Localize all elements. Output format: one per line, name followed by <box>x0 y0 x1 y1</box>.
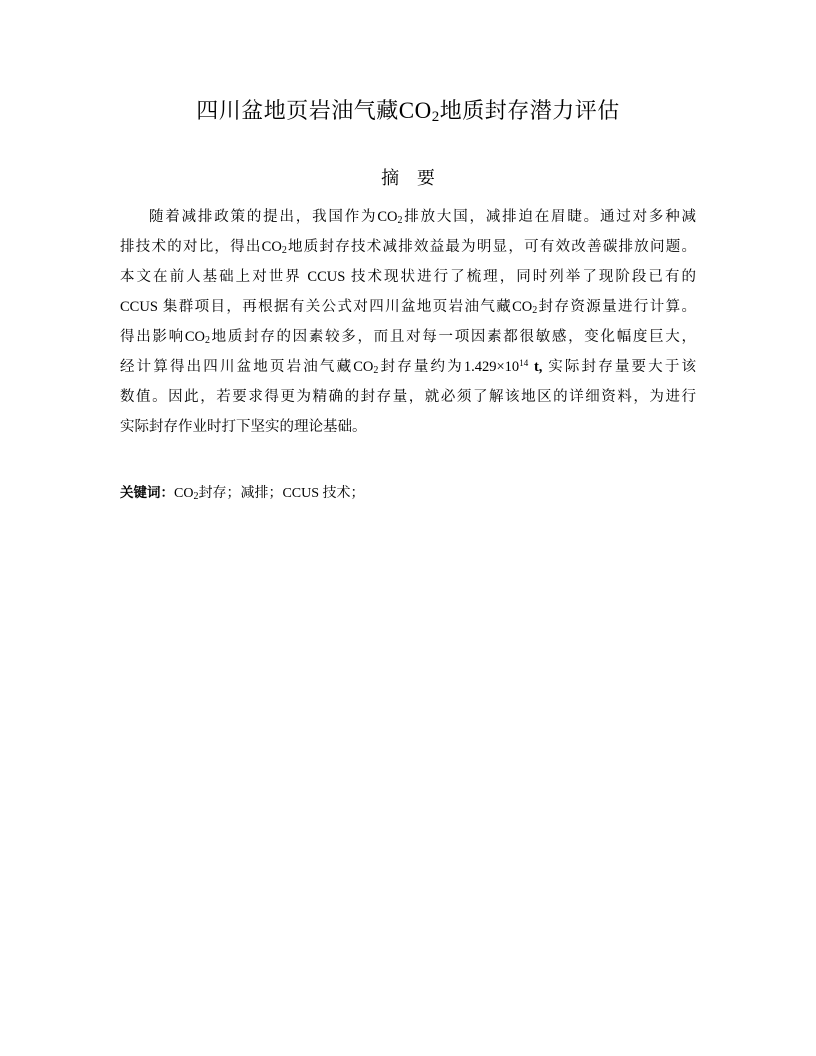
abstract-line-5: 得出影响$CO_2$地质封存的因素较多，而且对每一项因素都很敏感，变化幅度巨大， <box>120 329 697 346</box>
abstract-line-1: 随着减排政策的提出，我国作为$CO_2$排放大国，减排迫在眉睫。通过对多种减 <box>149 209 697 226</box>
abstract-line-6: 经计算得出四川盆地页岩油气藏$CO_2$封存量约为$1.429\times 10^{14}$ t, 实际封存量要大于该 <box>120 358 697 376</box>
keywords <box>120 480 696 507</box>
abstract-line-7: 数值。因此，若要求得更为精确的封存量，就必须了解该地区的详细资料，为进行 <box>120 389 696 405</box>
title-text-prefix: 四川盆地页岩油气藏 <box>196 99 399 124</box>
abstract-line-8: 实际封存作业时打下坚实的理论基础。 <box>120 419 367 435</box>
title-co2: $CO_2$ <box>398 98 440 125</box>
title-text-suffix: 地质封存潜力评估 <box>439 99 620 124</box>
keywords-list: 封存；减排；CCUS 技术； <box>198 486 365 501</box>
abstract-heading: 摘 要 <box>381 168 441 189</box>
keywords-label: 关键词： <box>120 485 174 501</box>
keywords-co2: $CO_2$ <box>174 486 199 502</box>
abstract-line-2: 排技术的对比，得出$CO_2$地质封存技术减排效益最为明显，可有效改善碳排放问题。 <box>120 239 697 256</box>
abstract-line-4: CCUS 集群项目，再根据有关公式对四川盆地页岩油气藏$CO_2$封存资源量进行计算。 <box>120 299 696 316</box>
abstract-body <box>120 202 696 442</box>
abstract-line-3: 本文在前人基础上对世界 CCUS 技术现状进行了梳理，同时列举了现阶段已有的 <box>120 269 696 285</box>
paper-title <box>0 96 816 127</box>
